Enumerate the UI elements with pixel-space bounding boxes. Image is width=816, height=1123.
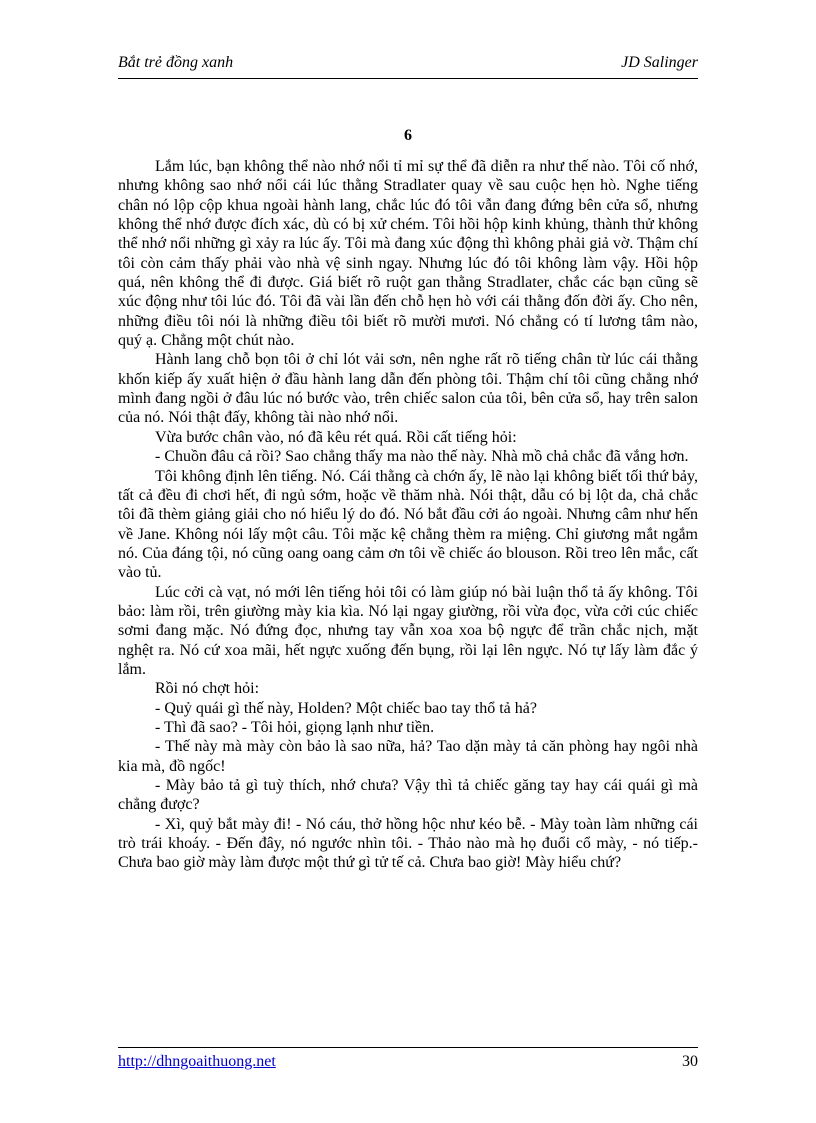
chapter-heading: 6 bbox=[404, 127, 412, 144]
paragraph: Hành lang chỗ bọn tôi ở chỉ lót vải sơn, nên nghe rất rõ tiếng chân từ lúc cái thằng khốn kiếp ấy xuất hiện ở đầu hành lang dẫn đến phòng tôi. Thậm chí tôi cũng chẳng nhớ mình đang ngồi ở đâu lúc nó bước vào, trên chiếc salon của tôi, bên cửa sổ, hay trên salon của nó. Nói thật đấy, không tài nào nhớ nổi. bbox=[118, 351, 698, 427]
paragraph: Lắm lúc, bạn không thể nào nhớ nổi tỉ mỉ sự thể đã diễn ra như thế nào. Tôi cố nhớ, nhưng không sao nhớ nổi cái lúc thằng Stradlater quay về sau cuộc hẹn hò. Nghe tiếng chân nó lộp cộp khua ngoài hành lang, chắc lúc đó tôi vẫn đang đứng bên cửa sổ, nhưng không thể nhớ được đích xác, dù có bị xử chém. Tôi hồi hộp kinh khủng, thành thử không thể nhớ nổi những gì xảy ra lúc ấy. Tôi mà đang xúc động thì không phải giả vờ. Thậm chí tôi còn cảm thấy phải vào nhà vệ sinh ngay. Nhưng lúc đó tôi không làm vậy. Hồi hộp quá, nên không thể đi được. Giá biết rõ ruột gan thằng Stradlater, chắc các bạn cũng sẽ xúc động như tôi lúc đó. Tôi đã vài lần đến chỗ hẹn hò với cái thằng đốn đời ấy. Cho nên, những điều tôi nói là những điều tôi biết rõ mười mươi. Nó chẳng có tí lương tâm nào, quý ạ. Chẳng một chút nào. bbox=[118, 158, 698, 350]
page-number: 30 bbox=[682, 1053, 698, 1070]
paragraph: Vừa bước chân vào, nó đã kêu rét quá. Rồi cất tiếng hỏi: bbox=[155, 428, 517, 446]
paragraph: Lúc cởi cà vạt, nó mới lên tiếng hỏi tôi có làm giúp nó bài luận thổ tả ấy không. Tôi bảo: làm rồi, trên giường mày kia kìa. Nó lại ngay giường, rồi vừa đọc, vừa cởi cúc chiếc sơmi đang mặc. Nó đứng đọc, nhưng tay vẫn xoa xoa bộ ngực để trần chắc nịch, mặt nghệt ra. Nó cứ xoa mãi, hết ngực xuống đến bụng, rồi lại lên ngực. Nó tự lấy làm đắc ý lắm. bbox=[118, 583, 698, 678]
paragraph: - Mày bảo tả gì tuỳ thích, nhớ chưa? Vậy thì tả chiếc găng tay hay cái quái gì mà chẳng được? bbox=[118, 777, 698, 814]
paragraph: - Xì, quỷ bắt mày đi! - Nó cáu, thở hồng hộc như kéo bễ. - Mày toàn làm những cái trò trái khoáy. - Đến đây, nó ngước nhìn tôi. - Thảo nào mà họ đuổi cổ mày, - nó tiếp.- Chưa bao giờ mày làm được một thứ gì tử tế cả. Chưa bao giờ! Mày hiểu chứ? bbox=[118, 815, 698, 872]
website-link[interactable]: http://dhngoaithuong.net bbox=[118, 1053, 276, 1070]
body-text bbox=[118, 157, 698, 873]
paragraph: Tôi không định lên tiếng. Nó. Cái thằng cà chớn ấy, lẽ nào lại không biết tối thứ bảy, tất cả đều đi chơi hết, đi ngủ sớm, hoặc về thăm nhà. Nói thật, dẫu có bị lột da, chả chắc tôi đã thèm giảng giải cho nó hiểu lý do đó. Nó bắt đầu cởi áo ngoài. Nhưng câm như hến về Jane. Không nói lấy một câu. Tôi mặc kệ chẳng thèm ra miệng. Chỉ giương mắt ngắm nó. Của đáng tội, nó cũng oang oang cảm ơn tôi về chiếc áo blouson. Rồi treo lên mắc, cất vào tủ. bbox=[118, 467, 698, 582]
paragraph: Rồi nó chợt hỏi: bbox=[155, 680, 260, 698]
paragraph: - Thế này mà mày còn bảo là sao nữa, hả? Tao dặn mày tả căn phòng hay ngôi nhà kia mà, đồ ngốc! bbox=[118, 738, 698, 775]
paragraph: - Quỷ quái gì thế này, Holden? Một chiếc bao tay thổ tả hả? bbox=[155, 699, 537, 717]
paragraph: - Chuồn đâu cả rồi? Sao chẳng thấy ma nào thế này. Nhà mồ chả chắc đã vắng hơn. bbox=[155, 448, 689, 466]
paragraph: - Thì đã sao? - Tôi hỏi, giọng lạnh như tiền. bbox=[155, 718, 435, 736]
author-name: JD Salinger bbox=[621, 54, 698, 71]
book-title: Bắt trẻ đồng xanh bbox=[118, 54, 234, 71]
page-footer bbox=[118, 1047, 698, 1074]
page-header bbox=[118, 52, 698, 79]
